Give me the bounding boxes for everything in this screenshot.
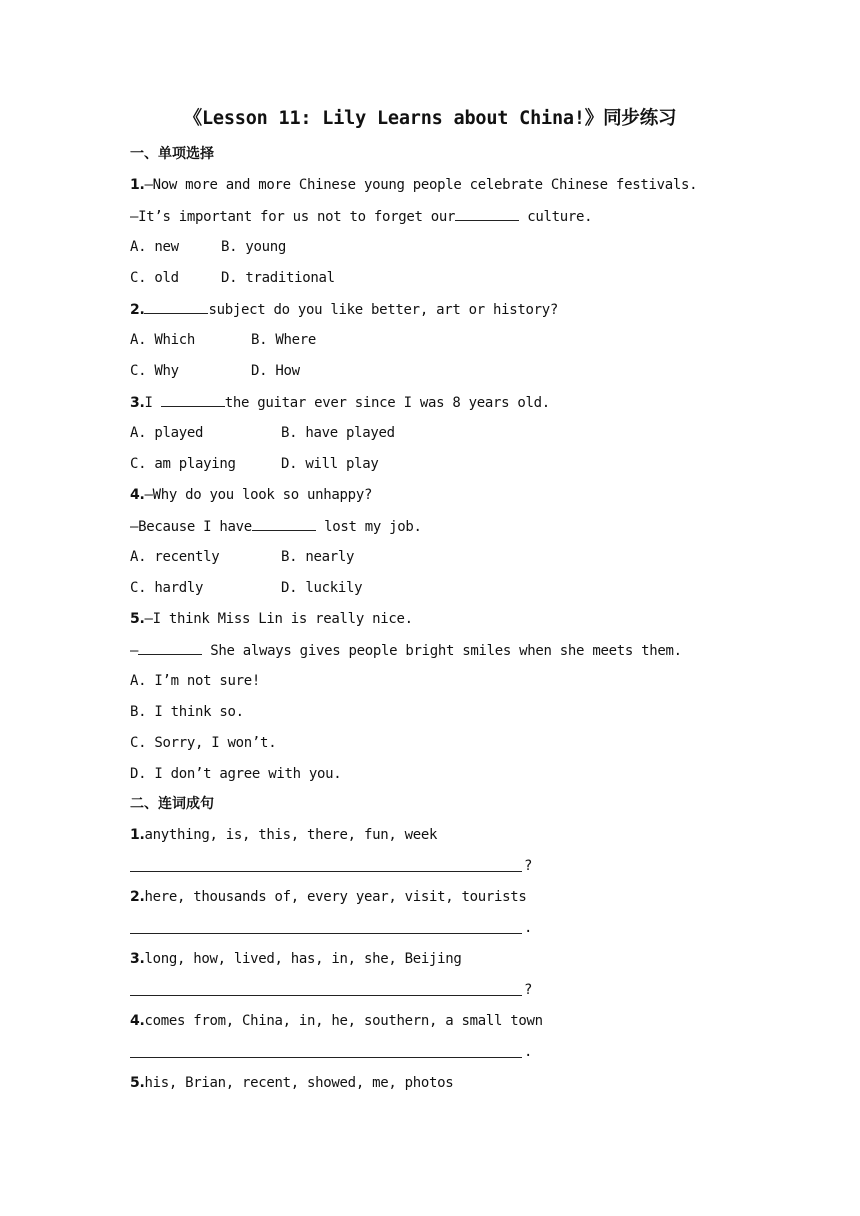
question-text: subject do you like better, art or history? — [208, 302, 559, 318]
answer-blank[interactable] — [161, 392, 225, 407]
option-b: B. I think so. — [130, 704, 244, 720]
option-a: A. new — [130, 239, 179, 255]
option-a: A. recently — [130, 549, 220, 565]
sentence-item-2 — [130, 887, 527, 907]
answer-blank[interactable] — [138, 640, 202, 655]
question-text: culture. — [519, 209, 593, 225]
option-a: A. I’m not sure! — [130, 673, 261, 689]
answer-blank[interactable] — [455, 206, 519, 221]
end-punctuation: . — [524, 1044, 533, 1060]
option-c: C. Why — [130, 363, 179, 379]
question-4-line-2 — [130, 516, 422, 537]
option-a: A. Which — [130, 332, 196, 348]
word-list: anything, is, this, there, fun, week — [144, 827, 438, 843]
option-a: A. played — [130, 425, 204, 441]
question-number: 2. — [130, 302, 145, 318]
section-heading-multiple-choice: 一、单项选择 — [130, 146, 214, 162]
option-b: B. nearly — [281, 549, 355, 565]
question-text: — — [130, 643, 139, 659]
answer-blank[interactable] — [252, 516, 316, 531]
end-punctuation: ? — [524, 982, 533, 998]
option-d: D. traditional — [221, 270, 335, 286]
answer-rule — [130, 1057, 522, 1058]
option-c: C. am playing — [130, 456, 236, 472]
question-text: —Why do you look so unhappy? — [144, 487, 373, 503]
word-list: comes from, China, in, he, southern, a small town — [144, 1013, 543, 1029]
question-number: 3. — [130, 395, 145, 411]
option-c: C. old — [130, 270, 179, 286]
word-list: here, thousands of, every year, visit, tourists — [144, 889, 527, 905]
question-text: I — [144, 395, 161, 411]
option-b: B. have played — [281, 425, 395, 441]
item-number: 3. — [130, 951, 145, 967]
option-b: B. young — [221, 239, 287, 255]
section-heading-sentence-building: 二、连词成句 — [130, 796, 214, 812]
question-1 — [130, 175, 697, 195]
end-punctuation: ? — [524, 858, 533, 874]
question-5-line-2 — [130, 640, 682, 661]
question-text: —It’s important for us not to forget our — [130, 209, 456, 225]
word-list: long, how, lived, has, in, she, Beijing — [144, 951, 462, 967]
answer-blank[interactable] — [144, 299, 208, 314]
word-list: his, Brian, recent, showed, me, photos — [144, 1075, 454, 1091]
option-d: D. will play — [281, 456, 379, 472]
question-text: —Because I have — [130, 519, 252, 535]
item-number: 4. — [130, 1013, 145, 1029]
option-c: C. hardly — [130, 580, 204, 596]
answer-rule — [130, 871, 522, 872]
question-3 — [130, 392, 550, 413]
option-b: B. Where — [251, 332, 317, 348]
option-d: D. How — [251, 363, 300, 379]
question-text: lost my job. — [315, 519, 422, 535]
sentence-item-5 — [130, 1073, 453, 1093]
question-number: 4. — [130, 487, 145, 503]
answer-rule — [130, 995, 522, 996]
page-title: 《Lesson 11: Lily Learns about China!》同步练习 — [183, 108, 677, 129]
question-4 — [130, 485, 372, 505]
question-number: 1. — [130, 177, 145, 193]
item-number: 1. — [130, 827, 145, 843]
answer-rule — [130, 933, 522, 934]
sentence-item-4 — [130, 1011, 543, 1031]
question-2 — [130, 299, 558, 320]
end-punctuation: . — [524, 920, 533, 936]
item-number: 5. — [130, 1075, 145, 1091]
sentence-item-3 — [130, 949, 462, 969]
question-number: 5. — [130, 611, 145, 627]
sentence-item-1 — [130, 825, 437, 845]
question-text: —I think Miss Lin is really nice. — [144, 611, 413, 627]
question-text: —Now more and more Chinese young people celebrate Chinese festivals. — [144, 177, 698, 193]
question-1-line-2 — [130, 206, 592, 227]
question-5 — [130, 609, 413, 629]
option-d: D. I don’t agree with you. — [130, 766, 342, 782]
question-text: the guitar ever since I was 8 years old. — [224, 395, 550, 411]
option-c: C. Sorry, I won’t. — [130, 735, 277, 751]
option-d: D. luckily — [281, 580, 363, 596]
question-text: She always gives people bright smiles when she meets them. — [202, 643, 682, 659]
item-number: 2. — [130, 889, 145, 905]
